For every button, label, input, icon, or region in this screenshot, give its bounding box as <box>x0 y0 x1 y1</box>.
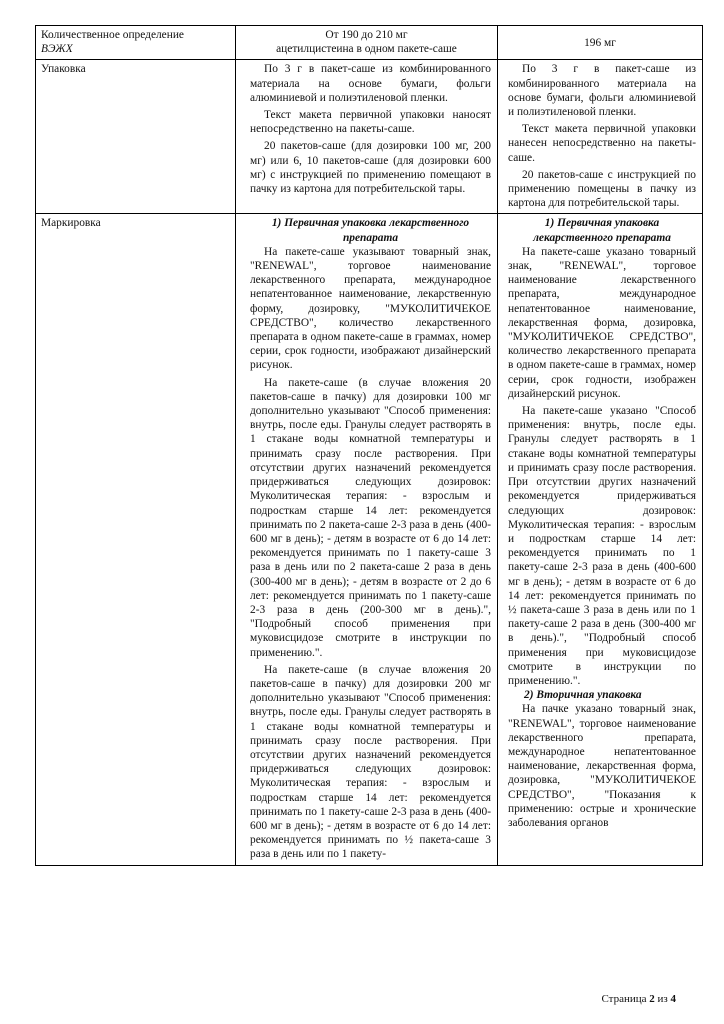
cell-assay-norm <box>236 26 498 60</box>
cell-marking-norm <box>236 214 498 865</box>
assay-label-line2: ВЭЖХ <box>41 43 73 56</box>
page-number-prefix: Страница <box>601 993 647 1005</box>
page-number-current: 2 <box>649 993 655 1005</box>
marking-label: Маркировка <box>41 217 101 230</box>
marking-norm-p3: На пакете-саше (в случае вложения 20 пакетов-саше в пачку) для дозировки 200 мг дополнительно указывают "Способ применения: внутрь, после еды. Гранулы следует растворять в 1 стакане воды комнатной температуры и принимать сразу после растворения. При отсутствии других назначений рекомендуется придерживаться следующих дозировок: Муколитическая терапия: - взрослым и подросткам старше 14 лет: рекомендуется принимать по 1 пакету-саше 2-3 раза в день (400-600 мг в день); - детям в возрасте от 6 до 14 лет: рекомендуется принимать по ½ пакета-саше 3 раза в день или по 1 пакету- <box>250 663 491 861</box>
table-row-marking <box>36 214 703 865</box>
assay-norm-line2: ацетилцистеина в одном пакете-саше <box>276 43 457 56</box>
specification-table <box>35 25 703 866</box>
assay-result: 196 мг <box>584 37 616 49</box>
marking-norm-p1: На пакете-саше указывают товарный знак, "RENEWAL", торговое наименование лекарственного препарата, международное непатентованное наименование, лекарственную форму, дозировку, "МУКОЛИТИЧЕКОЕ СРЕДСТВО", количество лекарственного препарата в одном пакете-саше в граммах, номер серии, срок годности, изображают дизайнерский рисунок. <box>250 245 491 372</box>
cell-marking-label <box>36 214 236 865</box>
page-number-middle: из <box>657 993 668 1005</box>
packaging-norm-p2: Текст макета первичной упаковки наносят непосредственно на пакеты-саше. <box>250 109 491 136</box>
cell-assay-label <box>36 26 236 60</box>
assay-label-line1: Количественное определение <box>41 29 184 41</box>
assay-norm-line1: От 190 до 210 мг <box>325 29 408 41</box>
table-row-assay <box>36 26 703 60</box>
marking-result-p3: На пачке указано товарный знак, "RENEWAL", торговое наименование лекарственного препарата, международное непатентованное наименование, лекарственная форма, дозировка, "МУКОЛИТИЧЕКОЕ СРЕДСТВО", "Показания к применению: острые и хронические заболевания органов <box>508 703 696 829</box>
cell-marking-result <box>498 214 703 865</box>
table-row-packaging <box>36 60 703 214</box>
packaging-label: Упаковка <box>41 63 86 76</box>
marking-norm-heading: 1) Первичная упаковка лекарственного препарата <box>271 217 470 244</box>
packaging-norm-p1: По 3 г в пакет-саше из комбинированного материала на основе бумаги, фольги алюминиевой и полиэтиленовой пленки. <box>250 63 491 104</box>
packaging-result-p3: 20 пакетов-саше с инструкцией по применению помещены в пачку из картона для потребительской тары. <box>508 168 696 210</box>
page-number <box>601 993 676 1005</box>
marking-result-heading2: 2) Вторичная упаковка <box>524 689 642 702</box>
packaging-result-p1: По 3 г в пакет-саше из комбинированного материала на основе бумаги, фольги алюминиевой и полиэтиленовой пленки. <box>508 63 696 119</box>
packaging-norm-p3: 20 пакетов-саше (для дозировки 100 мг, 200 мг) или 6, 10 пакетов-саше (для дозировки 600 мг) с инструкцией по применению помещают в пачку из картона для потребительской тары. <box>250 140 491 196</box>
cell-packaging-label <box>36 60 236 214</box>
cell-packaging-result <box>498 60 703 214</box>
packaging-result-p2: Текст макета первичной упаковки нанесен непосредственно на пакеты-саше. <box>508 123 696 164</box>
marking-result-heading: 1) Первичная упаковка лекарственного препарата <box>533 217 671 244</box>
page-number-total: 4 <box>670 993 676 1005</box>
marking-result-p1: На пакете-саше указано товарный знак, "RENEWAL", торговое наименование лекарственного препарата, международное непатентованное наименование, лекарственная форма, дозировка, "МУКОЛИТИЧЕКОЕ СРЕДСТВО", количество лекарственного препарата в одном пакете-саше в граммах, номер серии, срок годности, изображен дизайнерский рисунок. <box>508 245 696 400</box>
cell-packaging-norm <box>236 60 498 214</box>
marking-norm-p2: На пакете-саше (в случае вложения 20 пакетов-саше в пачку) для дозировки 100 мг дополнительно указывают "Способ применения: внутрь, после еды. Гранулы следует растворять в 1 стакане воды комнатной температуры и принимать сразу после растворения. При отсутствии других назначений рекомендуется придерживаться следующих дозировок: Муколитическая терапия: - взрослым и подросткам старше 14 лет: рекомендуется принимать по 2 пакета-саше 2-3 раза в день (400-600 мг в день); - детям в возрасте от 6 до 14 лет: рекомендуется принимать по 1 пакету-саше 3 раза в день или по 2 пакета-саше 2 раза в день (300-400 мг в день); - детям в возрасте от 2 до 6 лет: рекомендуется принимать по 1 пакету-саше 2-3 раза в день (200-300 мг в день).", "Подробный способ применения при муковисцидозе смотрите в инструкции по применению.". <box>250 376 491 659</box>
cell-assay-result <box>498 26 703 60</box>
marking-result-p2: На пакете-саше указано "Способ применения: внутрь, после еды. Гранулы следует растворять в 1 стакане воды комнатной температуры и принимать сразу после растворения. При отсутствии других назначений рекомендуется придерживаться следующих дозировок: Муколитическая терапия: - взрослым и подросткам старше 14 лет: рекомендуется принимать по 1 пакету-саше 2-3 раза в день (400-600 мг в день); - детям в возрасте от 6 до 14 лет: рекомендуется принимать по ½ пакета-саше 3 раза в день или по 1 пакету-саше 2 раза в день (300-400 мг в день).", "Подробный способ применения при муковисцидозе смотрите в инструкции по применению.". <box>508 405 696 687</box>
